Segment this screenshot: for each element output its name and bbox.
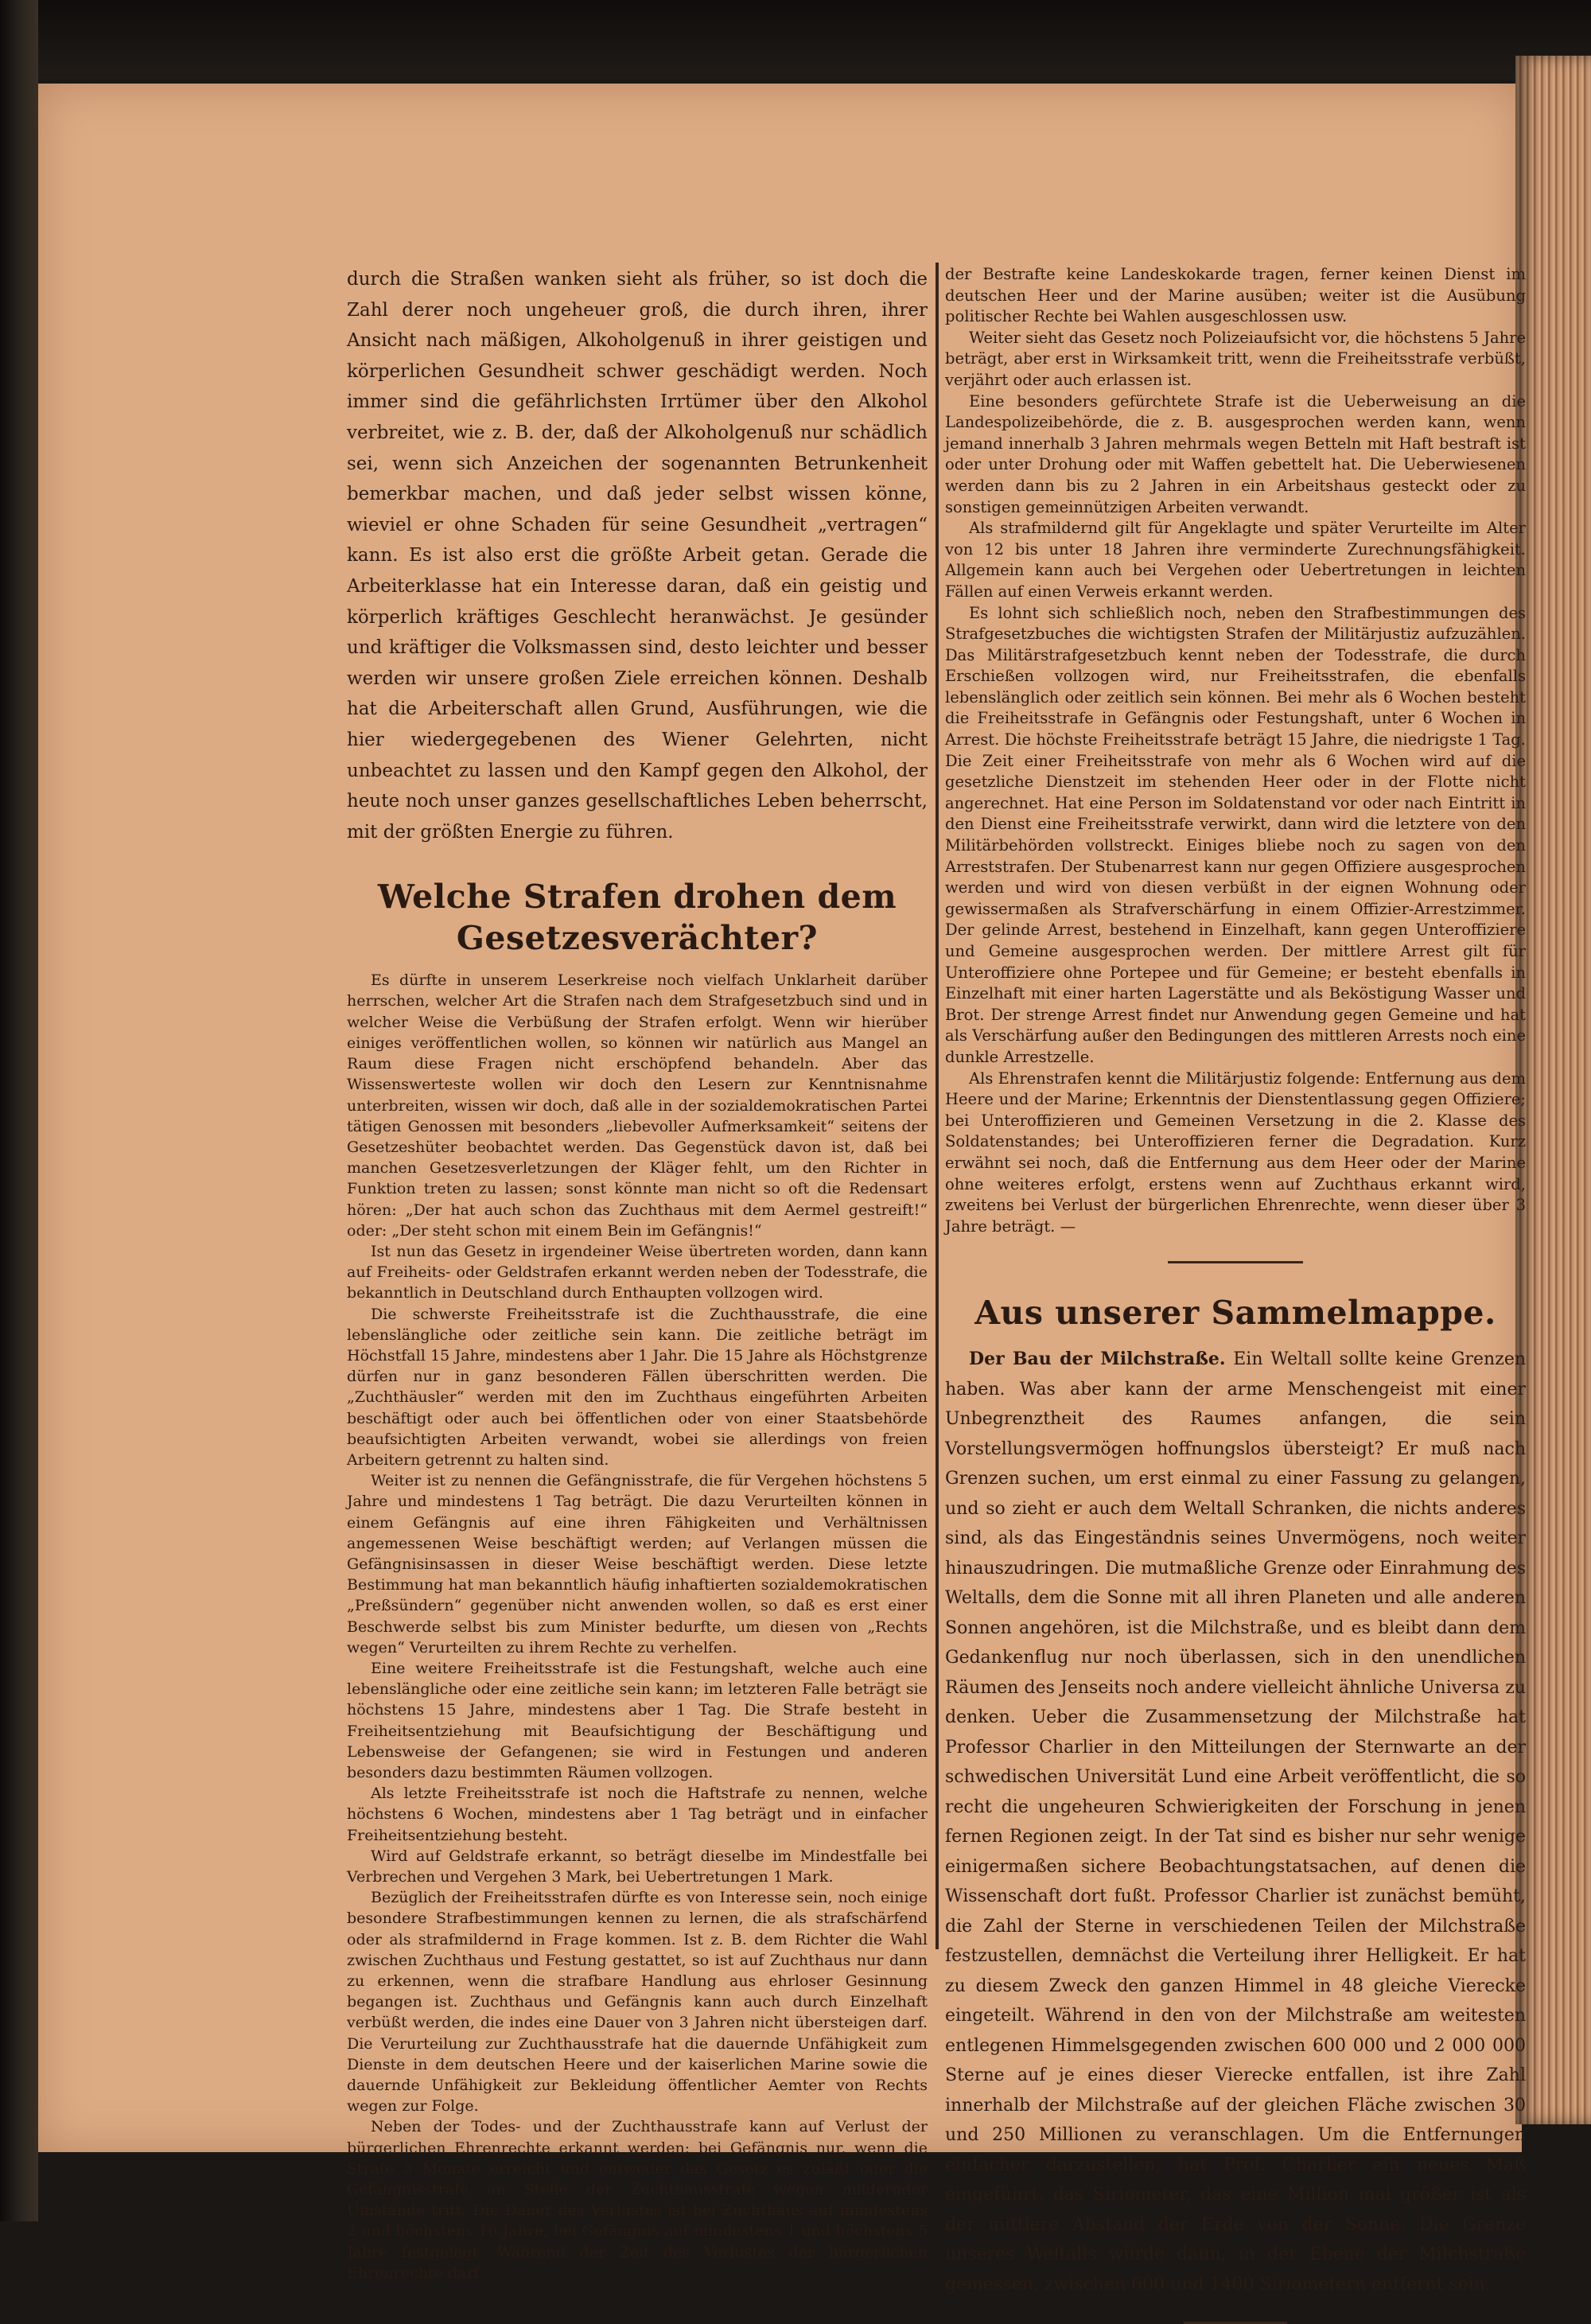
milky-way-text: Ein Weltall sollte keine Grenzen haben. Was aber kann der arme Menschengeist mit einer Unbegrenztheit des Raumes anfangen, die sein Vorstellungsvermögen hoffnungslos übersteigt? Er muß nach Grenzen suchen, um erst einmal zu einer Fassung zu gelangen, und so zieht er auch dem Weltall Schranken, die nichts anderes sind, als das Eingeständnis seines Unvermögens, noch weiter hinauszudringen. Die mutmaßliche Grenze oder Einrahmung des Weltalls, dem die Sonne mit all ihren Planeten und alle anderen Sonnen angehören, ist die Milchstraße, und es bleibt dann dem Gedankenflug nur noch überlassen, sich in den unendlichen Räumen des Jenseits noch andere vielleicht ähnliche Universa zu denken. Ueber die Zusammensetzung der Milchstraße hat Professor Charlier in den Mitteilungen der Sternwarte an der schwedischen Universität Lund eine Arbeit veröffentlicht, die so recht die ungeheuren Schwierigkeiten der Forschung in jenen fernen Regionen zeigt. In der Tat sind es bisher nur sehr wenige einigermaßen sichere Beobachtungstatsachen, auf denen die Wissenschaft dort fußt. Professor Charlier ist zunächst bemüht, die Zahl der Sterne in verschiedenen Teilen der Milchstraße festzustellen, demnächst die Verteilung ihrer Helligkeit. Er hat zu diesem Zweck den ganzen Himmel in 48 gleiche Vierecke eingeteilt. Während in den von der Milchstraße am weitesten entlegenen Himmelsgegenden zwischen 600 000 und 2 000 000 Sterne auf je eines dieser Vierecke entfallen, ist ihre Zahl innerhalb der Milchstraße auf der gleichen Fläche zwischen 30 und 250 Millionen zu veranschlagen. Um die Entfernungen einfacher darzustellen, hat Prof. Charlier ein neues Maß eingeführt, das Siriometer, das eine Million mal größer ist als der mittlere Abstand der Erde von der Sonne. Die Grenze unseres Weltalls würde dann, in der Ebene der Milchstraße gemessen, zwischen 600 und 1400 Siriometern entfernt sein. [945, 1349, 1527, 2295]
intro-paragraph: durch die Straßen wanken sieht als früher, so ist doch die Zahl derer noch ungeheuer groß, die durch ihren, ihrer Ansicht nach mäßigen, Alkoholgenuß in ihrer geistigen und körperlichen Gesundheit schwer geschädigt werden. Noch immer sind die gefährlichsten Irrtümer über den Alkohol verbreitet, wie z. B. der, daß der Alkoholgenuß nur schädlich sei, wenn sich Anzeichen der sogenannten Betrunkenheit bemerkbar machen, und daß jeder selbst wissen könne, wieviel er ohne Schaden für seine Gesundheit „vertragen“ kann. Es ist also erst die größte Arbeit getan. Gerade die Arbeiterklasse hat ein Interesse daran, daß ein geistig und körperlich kräftiges Geschlecht heranwächst. Je gesünder und kräftiger die Volksmassen sind, desto leichter und besser werden wir unsere großen Ziele erreichen können. Deshalb hat die Arbeiterschaft allen Grund, Ausführungen, wie die hier wiedergegebenen des Wiener Gelehrten, nicht unbeachtet zu lassen und den Kampf gegen den Alkohol, der heute noch unser ganzes gesellschaftliches Leben beherrscht, mit der größten Energie zu führen. [347, 269, 928, 843]
binding-left [0, 0, 38, 2221]
article-paragraph: Neben der Todes- und der Zuchthausstrafe kann auf Verlust der bürgerlichen Ehrenrechte erkannt werden; bei Gefängnis nur, wenn die Strafe 3 Monate erreicht und entweder das Gesetz es zuläßt oder die Gefängnisstrafe an Stelle der Zuchthausstrafe wegen mildernder Umstände tritt. Die Dauer des Verlustes ist bei Zuchthaus auf mindestens 2 und höchstens 10 Jahre, bei Gefängnis auf mindestens 1 und höchstens 5 Jahre festgelegt. Während der Zeit des Verlustes der bürgerlichen Ehrenrechte darf [347, 2118, 928, 2282]
article-paragraph: Es lohnt sich schließlich noch, neben den Strafbestimmungen des Strafgesetzbuches die wichtigsten Strafen der Militärjustiz aufzuzählen. Das Militärstrafgesetzbuch kennt neben der Todesstrafe, die durch Erschießen vollzogen wird, nur Freiheitsstrafen, die ebenfalls lebenslänglich oder zeitlich sein können. Bei mehr als 6 Wochen besteht die Freiheitsstrafe in Gefängnis oder Festungshaft, unter 6 Wochen in Arrest. Die höchste Freiheitsstrafe beträgt 15 Jahre, die niedrigste 1 Tag. Die Zeit einer Freiheitsstrafe von mehr als 6 Wochen wird auf die gesetzliche Dienstzeit im stehenden Heer oder in der Flotte nicht angerechnet. Hat eine Person im Soldatenstand vor oder nach Eintritt in den Dienst eine Freiheitsstrafe verwirkt, dann wird die letztere von den Militärbehörden vollstreckt. Einiges bliebe noch zu sagen von den Arreststrafen. Der Stubenarrest kann nur gegen Offiziere ausgesprochen werden und wird von diesen verbüßt in der eignen Wohnung oder gewissermaßen als Strafverschärfung in einem Offizier-Arrestzimmer. Der gelinde Arrest, bestehend in Einzelhaft, kann gegen Unteroffiziere und Gemeine ausgesprochen werden. Der mittlere Arrest gilt für Unteroffiziere ohne Portepee und für Gemeine; er besteht ebenfalls in Einzelhaft mit einer harten Lagerstätte und als Beköstigung Wasser und Brot. Der strenge Arrest findet nur Anwendung gegen Gemeine und hat als Verschärfung außer den Bedingungen des mittleren Arrests noch eine dunkle Arrestzelle. [945, 603, 1526, 1066]
right-column [945, 264, 1526, 2324]
article-paragraph: der Bestrafte keine Landeskokarde tragen, ferner keinen Dienst im deutschen Heer und der Marine ausüben; weiter ist die Ausübung politischer Rechte bei Wahlen ausgeschlossen usw. [945, 265, 1526, 326]
article-paragraph: Wird auf Geldstrafe erkannt, so beträgt dieselbe im Mindestfalle bei Verbrechen und Vergehen 3 Mark, bei Uebertretungen 1 Mark. [347, 1847, 928, 1886]
article-paragraph: Ist nun das Gesetz in irgendeiner Weise übertreten worden, dann kann auf Freiheits- oder Geldstrafen erkannt werden neben der Todesstrafe, die bekanntlich in Deutschland durch Enthaupten vollzogen wird. [347, 1242, 928, 1302]
article-paragraph: Es dürfte in unserem Leserkreise noch vielfach Unklarheit darüber herrschen, welcher Art die Strafen nach dem Strafgesetzbuch sind und in welcher Weise die Verbüßung der Strafen erfolgt. Wenn wir hierüber einiges veröffentlichen wollen, so können wir natürlich aus Mangel an Raum diese Fragen nicht erschöpfend behandeln. Aber das Wissenswerteste wollen wir doch den Lesern zur Kenntnisnahme unterbreiten, wissen wir doch, daß alle in der sozialdemokratischen Partei tätigen Genossen mit besonders „liebevoller Aufmerksamkeit“ seitens der Gesetzeshüter beobachtet werden. Das Gegenstück davon ist, daß bei manchen Gesetzesverletzungen der Kläger fehlt, um den Richter in Funktion treten zu lassen; sonst könnte man nicht so oft die Redensart hören: „Der hat auch schon das Zuchthaus mit dem Aermel gestreift!“ oder: „Der steht schon mit einem Bein im Gefängnis!“ [347, 971, 928, 1240]
article-paragraph: Als Ehrenstrafen kennt die Militärjustiz folgende: Entfernung aus dem Heere und der Marine; Erkenntnis der Dienstentlassung gegen Offiziere; bei Unteroffizieren und Gemeinen Versetzung in die 2. Klasse des Soldatenstandes; bei Unteroffizieren ferner die Degradation. Kurz erwähnt sei noch, daß die Entfernung aus dem Heer oder der Marine ohne weiteres erfolgt, erstens wenn auf Zuchthaus erkannt wird, zweitens bei Verlust der bürgerlichen Ehrenrechte, wenn dieser über 3 Jahre beträgt. — [945, 1069, 1526, 1236]
article-paragraph: Die schwerste Freiheitsstrafe ist die Zuchthausstrafe, die eine lebenslängliche oder zeitliche sein kann. Die zeitliche beträgt im Höchstfall 15 Jahre, mindestens aber 1 Jahr. Die 15 Jahre als Höchstgrenze dürfen nur in ganz besonderen Fällen überschritten werden. Die „Zuchthäusler“ werden mit den im Zuchthaus eingeführten Arbeiten beschäftigt oder auch bei öffentlichen oder von einer Staatsbehörde beaufsichtigten Arbeiten verwandt, wobei sie allerdings von freien Arbeitern getrennt zu halten sind. [347, 1305, 928, 1469]
section-rule [1168, 1261, 1303, 1263]
column-divider [936, 263, 939, 1949]
article-heading-strafen: Welche Strafen drohen dem Gesetzesverächter? [377, 878, 897, 958]
article-paragraph: Weiter ist zu nennen die Gefängnisstrafe, die für Vergehen höchstens 5 Jahre und mindestens 1 Tag beträgt. Die dazu Verurteilten können in einem Gefängnis auf eine ihren Fähigkeiten und Verhältnissen angemessenen Weise beschäftigt werden; auf Verlangen müssen die Gefängnisinsassen in dieser Weise beschäftigt werden. Diese letzte Bestimmung hat man bekanntlich häufig inhaftierten sozialdemokratischen „Preßsündern“ gegenüber nicht anwenden wollen, so daß es erst einer Beschwerde selbst bis zum Minister bedurfte, um diesen von „Rechts wegen“ Verurteilten zu ihrem Rechte zu verhelfen. [347, 1472, 928, 1656]
page-edges [1515, 56, 1591, 2124]
article-paragraph: Eine weitere Freiheitsstrafe ist die Festungshaft, welche auch eine lebenslängliche oder eine zeitliche sein kann; im letzteren Falle beträgt sie höchstens 15 Jahre, mindestens aber 1 Tag. Die Strafe besteht in Freiheitsentziehung mit Beaufsichtigung der Beschäftigung und Lebensweise der Gefangenen; sie wird in Festungen und anderen besonders dazu bestimmten Räumen vollzogen. [347, 1659, 928, 1781]
milky-way-paragraph [945, 1345, 1526, 2299]
article-paragraph: Als strafmildernd gilt für Angeklagte und später Verurteilte im Alter von 12 bis unter 18 Jahren ihre verminderte Zurechnungsfähigkeit. Allgemein kann auch bei Vergehen oder Uebertretungen in leichten Fällen auf einen Verweis erkannt werden. [945, 519, 1526, 601]
binding-top [0, 0, 1591, 80]
article-paragraph: Als letzte Freiheitsstrafe ist noch die Haftstrafe zu nennen, welche höchstens 6 Wochen, mindestens aber 1 Tag beträgt und in einfacher Freiheitsentziehung besteht. [347, 1785, 928, 1844]
article-paragraph: Eine besonders gefürchtete Strafe ist die Ueberweisung an die Landespolizeibehörde, die z. B. ausgesprochen werden kann, wenn jemand innerhalb 3 Jahren mehrmals wegen Betteln mit Haft bestraft ist oder unter Drohung oder mit Waffen gebettelt hat. Die Ueberwiesenen werden dann bis zu 2 Jahren in ein Arbeitshaus gesteckt oder zu sonstigen gemeinnützigen Arbeiten verwandt. [945, 391, 1526, 516]
article-paragraph: Bezüglich der Freiheitsstrafen dürfte es von Interesse sein, noch einige besondere Strafbestimmungen kennen zu lernen, die als strafschärfend oder als strafmildernd in Frage kommen. Ist z. B. dem Richter die Wahl zwischen Zuchthaus und Festung gestattet, so ist auf Zuchthaus nur dann zu erkennen, wenn die strafbare Handlung aus ehrloser Gesinnung begangen ist. Zuchthaus und Gefängnis kann auch durch Einzelhaft verbüßt werden, die indes eine Dauer von 3 Jahren nicht übersteigen darf. Die Verurteilung zur Zuchthausstrafe hat die dauernde Unfähigkeit zum Dienste in dem deutschen Heere und der kaiserlichen Marine sowie die dauernde Unfähigkeit zur Bekleidung öffentlicher Aemter von Rechts wegen zur Folge. [347, 1889, 928, 2116]
milky-way-title: Der Bau der Milchstraße. [969, 1349, 1226, 1370]
left-column [347, 264, 928, 2283]
article-paragraph: Weiter sieht das Gesetz noch Polizeiaufsicht vor, die höchstens 5 Jahre beträgt, aber erst in Wirksamkeit tritt, wenn die Freiheitsstrafe verbüßt, verjährt oder auch erlassen ist. [945, 328, 1526, 389]
section-heading-sammelmappe: Aus unserer Sammelmappe. [974, 1294, 1496, 1333]
